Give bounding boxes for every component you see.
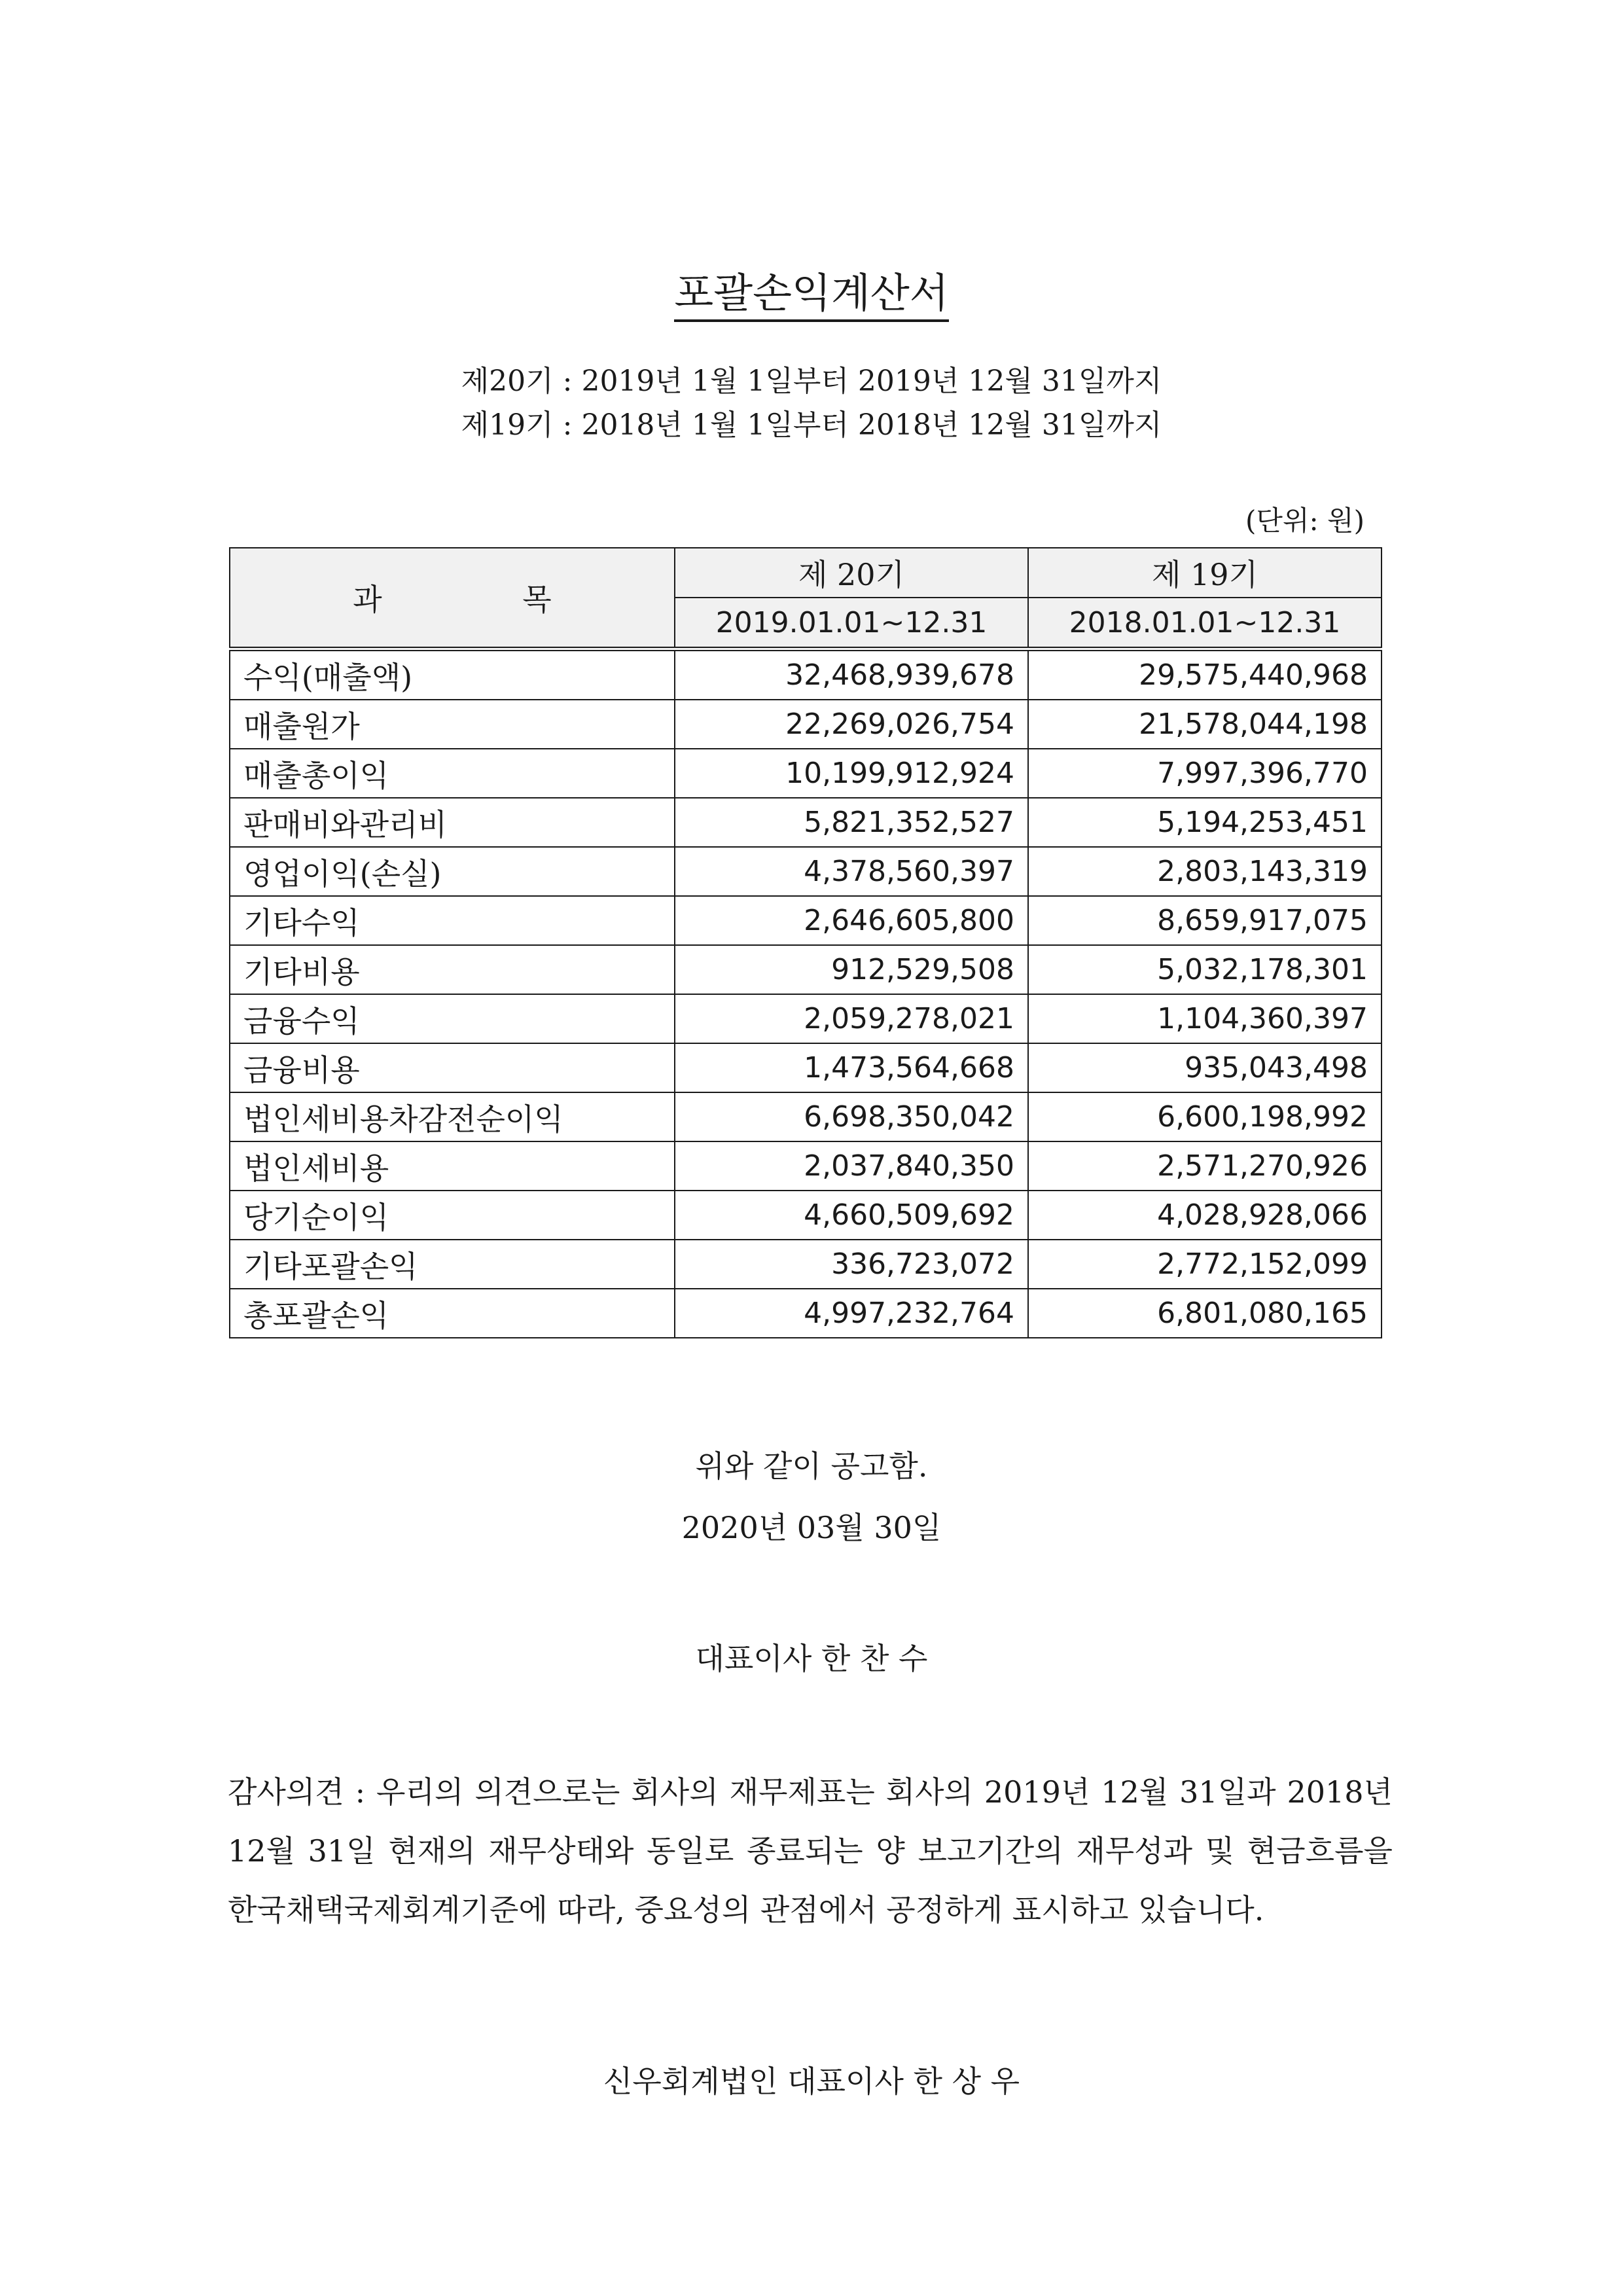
row-label: 법인세비용 xyxy=(230,1141,675,1191)
table-row xyxy=(230,945,1382,994)
row-value-19: 6,600,198,992 xyxy=(1028,1092,1382,1141)
row-label: 기타비용 xyxy=(230,945,675,994)
row-value-20: 5,821,352,527 xyxy=(675,798,1028,847)
table-row xyxy=(230,1240,1382,1289)
row-label: 수익(매출액) xyxy=(230,649,675,700)
notice-date: 2020년 03월 30일 xyxy=(681,1510,942,1545)
table-row xyxy=(230,896,1382,945)
row-label: 총포괄손익 xyxy=(230,1289,675,1338)
row-value-19: 5,194,253,451 xyxy=(1028,798,1382,847)
header-range-20: 2019.01.01~12.31 xyxy=(675,598,1028,649)
row-value-19: 7,997,396,770 xyxy=(1028,749,1382,798)
row-label: 매출원가 xyxy=(230,700,675,749)
row-value-19: 2,803,143,319 xyxy=(1028,847,1382,896)
row-value-19: 29,575,440,968 xyxy=(1028,649,1382,700)
table-row xyxy=(230,1191,1382,1240)
audit-opinion: 감사의견 : 우리의 의견으로는 회사의 재무제표는 회사의 2019년 12월 31일과 2018년 12월 31일 현재의 재무상태와 동일로 종료되는 양 보고기간의 재무성과 및 현금흐름을 한국채택국제회계기준에 따라, 중요성의 관점에서 공정하게 표시하고 있습니다. xyxy=(228,1774,1393,1928)
row-value-19: 1,104,360,397 xyxy=(1028,994,1382,1043)
income-statement-table xyxy=(229,547,1382,1338)
row-value-20: 912,529,508 xyxy=(675,945,1028,994)
row-value-19: 935,043,498 xyxy=(1028,1043,1382,1092)
row-value-20: 1,473,564,668 xyxy=(675,1043,1028,1092)
table-body xyxy=(230,649,1382,1338)
table-header xyxy=(230,548,1382,649)
row-value-19: 4,028,928,066 xyxy=(1028,1191,1382,1240)
table-row xyxy=(230,1043,1382,1092)
table-row xyxy=(230,847,1382,896)
header-range-19: 2018.01.01~12.31 xyxy=(1028,598,1382,649)
table-row xyxy=(230,1289,1382,1338)
row-value-20: 2,646,605,800 xyxy=(675,896,1028,945)
period-line-19: 제19기 : 2018년 1월 1일부터 2018년 12월 31일까지 xyxy=(461,408,1162,442)
row-value-20: 6,698,350,042 xyxy=(675,1092,1028,1141)
table-row xyxy=(230,1141,1382,1191)
row-value-20: 2,037,840,350 xyxy=(675,1141,1028,1191)
header-period-19: 제 19기 xyxy=(1028,548,1382,598)
row-value-20: 4,660,509,692 xyxy=(675,1191,1028,1240)
row-value-20: 336,723,072 xyxy=(675,1240,1028,1289)
notice-text: 위와 같이 공고함. xyxy=(695,1448,928,1484)
unit-label: (단위: 원) xyxy=(1245,505,1364,537)
row-value-20: 2,059,278,021 xyxy=(675,994,1028,1043)
table-row xyxy=(230,994,1382,1043)
row-label: 당기순이익 xyxy=(230,1191,675,1240)
row-value-19: 2,772,152,099 xyxy=(1028,1240,1382,1289)
row-label: 기타수익 xyxy=(230,896,675,945)
header-period-20: 제 20기 xyxy=(675,548,1028,598)
row-value-20: 4,997,232,764 xyxy=(675,1289,1028,1338)
row-value-20: 10,199,912,924 xyxy=(675,749,1028,798)
row-value-19: 2,571,270,926 xyxy=(1028,1141,1382,1191)
header-subject: 과 목 xyxy=(230,548,675,649)
row-value-19: 21,578,044,198 xyxy=(1028,700,1382,749)
row-value-20: 22,269,026,754 xyxy=(675,700,1028,749)
row-label: 기타포괄손익 xyxy=(230,1240,675,1289)
row-label: 금융수익 xyxy=(230,994,675,1043)
row-value-19: 8,659,917,075 xyxy=(1028,896,1382,945)
row-value-19: 6,801,080,165 xyxy=(1028,1289,1382,1338)
document-title xyxy=(0,267,1623,319)
row-label: 금융비용 xyxy=(230,1043,675,1092)
table-row xyxy=(230,1092,1382,1141)
table-row xyxy=(230,649,1382,700)
row-value-19: 5,032,178,301 xyxy=(1028,945,1382,994)
row-label: 매출총이익 xyxy=(230,749,675,798)
row-label: 법인세비용차감전순이익 xyxy=(230,1092,675,1141)
ceo-signature: 대표이사 한 찬 수 xyxy=(695,1641,928,1676)
row-value-20: 32,468,939,678 xyxy=(675,649,1028,700)
table-row xyxy=(230,700,1382,749)
table-row xyxy=(230,798,1382,847)
row-value-20: 4,378,560,397 xyxy=(675,847,1028,896)
row-label: 판매비와관리비 xyxy=(230,798,675,847)
period-line-20: 제20기 : 2019년 1월 1일부터 2019년 12월 31일까지 xyxy=(461,365,1162,398)
row-label: 영업이익(손실) xyxy=(230,847,675,896)
document-title-text: 포괄손익계산서 xyxy=(674,269,948,322)
auditor-signature: 신우회계법인 대표이사 한 상 우 xyxy=(603,2064,1020,2099)
table-row xyxy=(230,749,1382,798)
